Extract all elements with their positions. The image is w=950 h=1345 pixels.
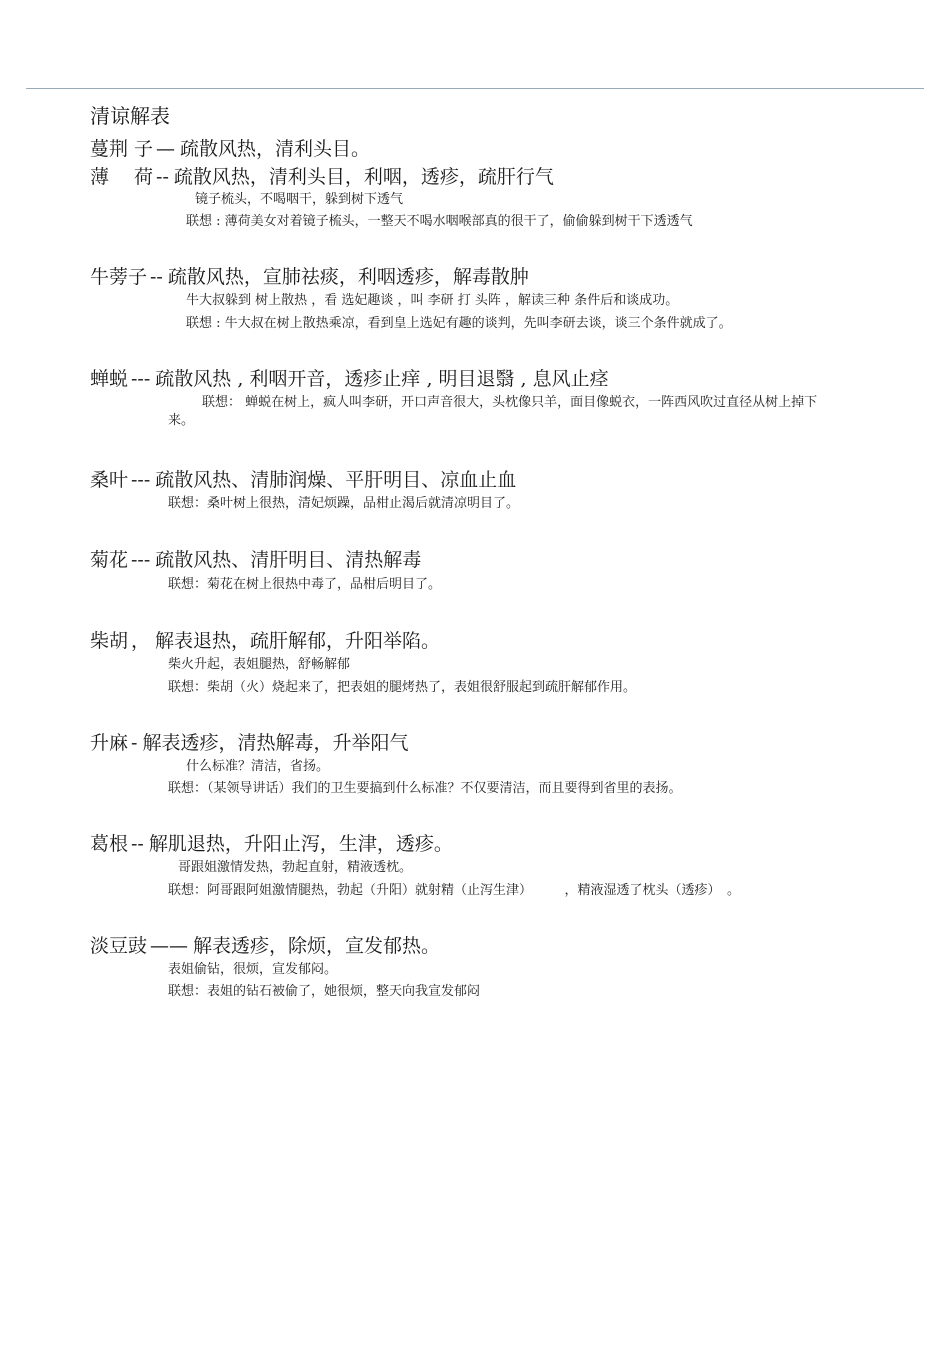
herb-effects: 解肌退热，升阳止泻，生津，透疹。 xyxy=(148,833,453,855)
association-label: 联想： xyxy=(168,577,208,592)
association-label: 联想： xyxy=(168,781,208,796)
association-text: 蝉蜕在树上，疯人叫李研，开口声音很大，头枕像只羊，面目像蜕衣，一阵西风吹过直径从树上掉下来。 xyxy=(168,395,818,428)
association-text: 桑叶树上很热，清妃烦躁，品柑止渴后就清凉明目了。 xyxy=(207,496,520,511)
association-note xyxy=(168,882,740,900)
herb-name: 菊花 xyxy=(90,549,129,571)
herb-name: 淡豆豉 xyxy=(90,935,148,957)
association-label: 联想： xyxy=(168,984,208,999)
association-note xyxy=(168,679,636,697)
association-label: 联想： xyxy=(168,496,208,511)
herb-name: 升麻 xyxy=(90,732,129,754)
mnemonic-line: 柴火升起，表姐腿热，舒畅解郁 xyxy=(168,657,351,672)
association-note xyxy=(186,315,732,333)
association-label: 联想 : xyxy=(186,214,221,229)
herb-separator: — xyxy=(156,138,176,160)
association-label: 联想： xyxy=(202,395,242,410)
herb-effects: 解表透疹，除烦，宣发郁热。 xyxy=(193,935,441,957)
herb-name: 蝉蜕 xyxy=(90,368,129,390)
entry-heading-chaihu xyxy=(90,629,440,653)
association-text: 牛大叔在树上散热乘凉，看到皇上选妃有趣的谈判，先叫李研去谈，谈三个条件就成了。 xyxy=(220,316,732,331)
herb-separator: --- xyxy=(131,549,151,571)
herb-effects: 疏散风热，清利头目。 xyxy=(180,138,371,160)
association-text: 菊花在树上很热中毒了，品柑后明目了。 xyxy=(207,577,442,592)
herb-effects: 疏散风热 , 利咽开音，透疹止痒 , 明目退翳 , 息风止痉 xyxy=(155,368,609,390)
association-note xyxy=(168,495,519,513)
herb-effects: 疏散风热，宣肺祛痰，利咽透疹，解毒散肿 xyxy=(167,266,529,288)
herb-effects: 解表透疹，清热解毒，升举阳气 xyxy=(142,732,409,754)
herb-name: 牛蒡子 xyxy=(90,266,148,288)
header-rule xyxy=(26,88,924,89)
herb-effects: 疏散风热、清肺润燥、平肝明目、凉血止血 xyxy=(155,469,517,491)
herb-effects: 疏散风热、清肝明目、清热解毒 xyxy=(155,549,422,571)
entry-heading-juhua xyxy=(90,548,421,572)
association-note xyxy=(168,394,838,430)
mnemonic-line: 镜子梳头，不喝咽干，躲到树下透气 xyxy=(195,192,404,207)
entry-heading-shengma xyxy=(90,731,408,755)
association-text: （某领导讲话）我们的卫生要搞到什么标准？不仅要清洁，而且要得到省里的表扬。 xyxy=(207,781,682,796)
association-text: 柴胡（火）烧起来了，把表姐的腿烤热了，表姐很舒服起到疏肝解郁作用。 xyxy=(207,680,637,695)
herb-effects: 解表退热，疏肝解郁，升阳举陷。 xyxy=(155,630,441,652)
herb-separator: —— xyxy=(150,935,189,957)
herb-name: 蔓荆 子 xyxy=(90,138,154,160)
mnemonic-line: 牛大叔躲到 树上散热 ，看 选妃趣谈 ，叫 李研 打 头阵 ，解读三种 条件后和谈成功。 xyxy=(186,293,679,308)
section-heading: 清谅解表 xyxy=(90,104,170,128)
entry-heading-manjingzi xyxy=(90,137,370,161)
herb-separator: -- xyxy=(150,266,163,288)
herb-separator: --- xyxy=(131,469,151,491)
association-label: 联想： xyxy=(168,883,208,898)
association-note xyxy=(168,780,682,798)
mnemonic-line: 哥跟姐激情发热，勃起直射，精液透枕。 xyxy=(178,860,413,875)
association-text: 薄荷美女对着镜子梳头，一整天不喝水咽喉部真的很干了，偷偷躲到树干下透透气 xyxy=(220,214,693,229)
herb-separator: -- xyxy=(131,833,144,855)
entry-heading-bohe xyxy=(90,165,554,189)
herb-name: 薄 荷 xyxy=(90,166,154,188)
association-label: 联想 : xyxy=(186,316,221,331)
herb-name: 桑叶 xyxy=(90,469,129,491)
herb-separator: -- xyxy=(156,166,169,188)
entry-heading-niubangzi xyxy=(90,265,529,289)
mnemonic-line: 表姐偷钻，很烦，宣发郁闷。 xyxy=(168,962,338,977)
herb-name: 柴胡 xyxy=(90,630,129,652)
association-note xyxy=(168,983,480,1001)
association-note xyxy=(168,576,441,594)
entry-heading-dandouchi xyxy=(90,934,440,958)
association-text: 阿哥跟阿姐激情腿热，勃起（升阳）就射精（止泻生津） ，精液湿透了枕头（透疹） 。 xyxy=(207,883,741,898)
herb-name: 葛根 xyxy=(90,833,129,855)
herb-separator: ， xyxy=(131,630,151,652)
association-label: 联想： xyxy=(168,680,208,695)
herb-effects: 疏散风热，清利头目，利咽，透疹，疏肝行气 xyxy=(173,166,554,188)
entry-heading-chantui xyxy=(90,367,609,391)
herb-separator: --- xyxy=(131,368,151,390)
association-text: 表姐的钻石被偷了，她很烦，整天向我宣发郁闷 xyxy=(207,984,481,999)
mnemonic-line: 什么标准？清洁，省扬。 xyxy=(186,759,330,774)
entry-heading-sangye xyxy=(90,468,516,492)
herb-separator: - xyxy=(131,732,138,754)
entry-heading-gegen xyxy=(90,832,453,856)
association-note xyxy=(186,213,693,231)
